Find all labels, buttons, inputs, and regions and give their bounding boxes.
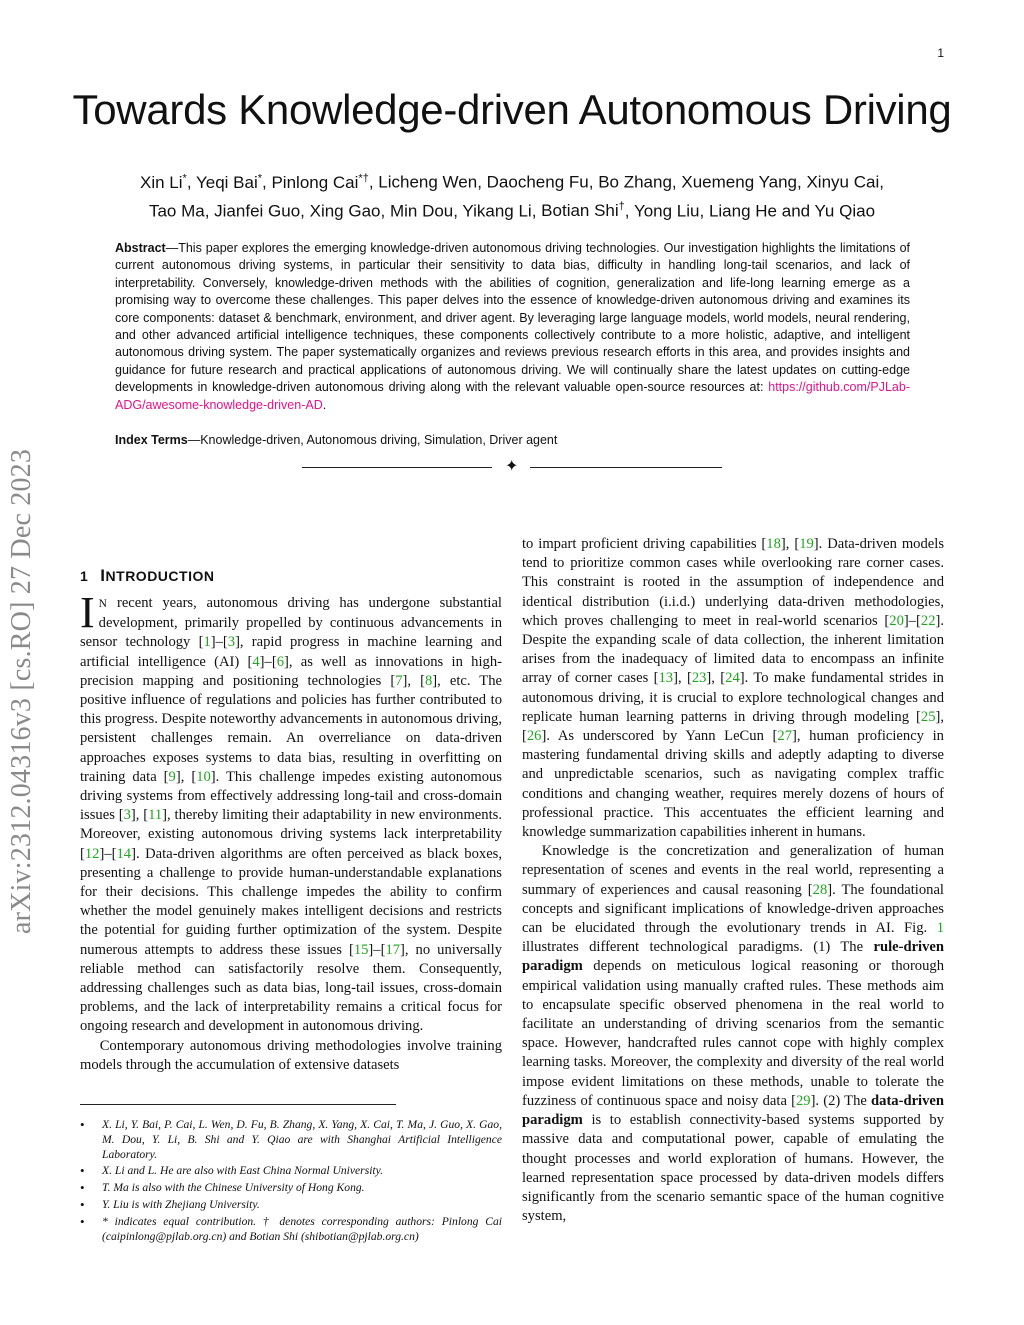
index-terms [115, 432, 910, 449]
citation-link[interactable]: 6 [276, 653, 284, 670]
section-number: 1 [80, 568, 89, 584]
intro-paragraph-1 [80, 588, 502, 1037]
abstract-label: Abstract [115, 241, 166, 255]
author-name: Bo Zhang [598, 172, 672, 192]
citation-link[interactable]: 26 [526, 728, 542, 745]
separator-line-right [530, 467, 722, 468]
author-mark: * [257, 172, 263, 184]
citation-link[interactable]: 24 [725, 670, 740, 687]
right-column [522, 535, 944, 1226]
author-mark: *† [358, 172, 369, 184]
author-list: Xin Li*, Yeqi Bai*, Pinlong Cai*†, Licheng Wen, Daocheng Fu, Bo Zhang, Xuemeng Yang, Xinyu Cai, Tao Ma, Jianfei Guo, Xing Gao, Min Dou, Yikang Li, Botian Shi†, Yong Liu, Liang He and Yu Qiao [140, 172, 884, 221]
arxiv-identifier-stamp: arXiv:2312.04316v3 [cs.RO] 27 Dec 2023 [6, 448, 37, 934]
footnote-list [80, 1118, 502, 1246]
footnote-item: • T. Ma is also with the Chinese University of Hong Kong. [80, 1181, 502, 1196]
separator-diamond-icon: ✦ [505, 458, 519, 475]
bold-term: data-driven paradigm [522, 1092, 944, 1129]
author-mark: † [618, 200, 625, 213]
citation-link[interactable]: 28 [812, 881, 828, 898]
author-name: Liang He [708, 201, 778, 221]
citation-link[interactable]: 3 [123, 807, 131, 824]
abstract-text: —This paper explores the emerging knowledge-driven autonomous driving technologies. Our investigation highlights the limitations of current autonomous driving systems, in particular their sensitivity to data bias, difficulty in handling long-tail scenarios, and lack of interpretability. Conversely, knowledge-driven methods with the abilities of cognition, generalization and life-long learning emerge as a promising way to overcome these challenges. This paper delves into the essence of knowledge-driven autonomous driving and examines its core components: dataset & benchmark, environment, and driver agent. By leveraging large language models, world models, neural rendering, and other advanced artificial intelligence techniques, these components collectively contribute to a more holistic, adaptive, and intelligent autonomous driving system. The paper systematically organizes and reviews previous research efforts in this area, and provides insights and guidance for future research and practical applications of autonomous driving. We will continually share the latest updates on cutting-edge developments in knowledge-driven autonomous driving along with the relevant valuable open-source resources at: [115, 241, 910, 395]
author-name: Yong Liu [633, 201, 700, 221]
author-name: Daocheng Fu [486, 172, 589, 192]
section-title-rest: NTRODUCTION [105, 568, 215, 584]
index-terms-text: —Knowledge-driven, Autonomous driving, Simulation, Driver agent [187, 433, 558, 447]
citation-link[interactable]: 9 [168, 768, 176, 785]
author-name: Pinlong Cai*† [271, 172, 369, 192]
citation-link[interactable]: 22 [920, 612, 936, 629]
paragraph-body: to impart proficient driving capabilities [18], [19]. Data-driven models tend to prioritize common cases while overlooking rare corner cases. This constraint is rooted in the assumption of independence and identical distribution (i.i.d.) underlying data-driven methodologies, which proves challenging to meet in real-world scenarios [20]–[22]. Despite the expanding scale of data collection, the inherent limitation arises from the inadequacy of limited data to encompass an infinite array of corner cases [13], [23], [24]. To make fundamental strides in autonomous driving, it is crucial to explore technological changes and replicate human learning patterns in driving through modeling [25], [26]. As underscored by Yann LeCun [27], human proficiency in mastering fundamental driving skills and adeptly adapting to diverse and unpredictable scenarios, such as navigating complex traffic conditions and changing weather, requires merely dozens of hours of professional practice. This accentuates the efficient learning and knowledge summarization capabilities inherent in humans. [522, 536, 944, 841]
citation-link[interactable]: 20 [889, 612, 904, 629]
paragraph-body: Contemporary autonomous driving methodologies involve training models through the accumulation of extensive datasets [80, 1037, 502, 1073]
citation-link[interactable]: 19 [799, 536, 814, 552]
footnote-rule [80, 1104, 396, 1105]
intro-paragraph-3 [522, 535, 944, 842]
author-name: Xinyu Cai [806, 172, 880, 192]
citation-link[interactable]: 27 [777, 728, 792, 745]
abstract-end: . [322, 397, 327, 412]
footnote-item: • Y. Liu is with Zhejiang University. [80, 1198, 502, 1213]
repository-link[interactable]: https://github.com/PJLab-ADG/awesome-knowledge-driven-AD [115, 380, 910, 412]
left-column [80, 588, 502, 1075]
citation-link[interactable]: 23 [691, 670, 707, 687]
citation-link[interactable]: 1 [936, 920, 944, 937]
section-separator [302, 458, 722, 478]
author-name: Jianfei Guo [214, 201, 301, 221]
citation-link[interactable]: 25 [920, 708, 936, 725]
author-name: Xing Gao [309, 201, 381, 221]
separator-line-left [302, 467, 492, 468]
footnote-item: • X. Li, Y. Bai, P. Cai, L. Wen, D. Fu, B. Zhang, X. Yang, X. Cai, T. Ma, J. Guo, X. Gao, M. Dou, Y. Li, B. Shi and Y. Qiao are with Shanghai Artificial Intelligence Laboratory. [80, 1118, 502, 1162]
abstract [115, 240, 910, 414]
citation-link[interactable]: 13 [658, 670, 674, 687]
footnote-item: • X. Li and L. He are also with East China Normal University. [80, 1164, 502, 1179]
section-title-initial: I [100, 566, 106, 585]
citation-link[interactable]: 1 [203, 634, 211, 651]
citation-link[interactable]: 3 [227, 634, 236, 651]
index-terms-label: Index Terms [115, 433, 188, 447]
citation-link[interactable]: 12 [84, 845, 100, 862]
author-mark: * [182, 172, 187, 184]
intro-paragraph-2 [80, 1037, 502, 1075]
paragraph-body: Knowledge is the concretization and generalization of human representation of scenes and events in the real world, representing a summary of experiences and causal reasoning [28]. The foundational concepts and significant implications of knowledge-driven approaches can be elucidated through the evolutionary trends in AI. Fig. 1 illustrates different technological paradigms. (1) The rule-driven paradigm depends on meticulous logical reasoning or thorough empirical validation using manually crafted rules. These methods aim to encapsulate specific observed phenomena in the real world to facilitate an understanding of driving scenarios from the semantic space. However, handcrafted rules cannot cope with highly complex learning tasks. Moreover, the complexity and diversity of the real world impose evident limitations on these methods, unable to tolerate the fuzziness of continuous space and noisy data [29]. (2) The data-driven paradigm is to establish connectivity-based systems supported by massive data and computational power, capable of emulating the thought processes and world exploration of humans. However, the learned representation space processed by data-driven models differs significantly from the scenario semantic space of the human cognitive system, [522, 843, 944, 1225]
author-name: Licheng Wen [378, 172, 478, 192]
citation-link[interactable]: 14 [116, 845, 132, 862]
author-name: Yeqi Bai* [195, 172, 263, 192]
citation-link[interactable]: 18 [766, 536, 781, 552]
citation-link[interactable]: 11 [148, 807, 163, 824]
paragraph-body: recent years, autonomous driving has undergone substantial development, primarily propelled by continuous advancements in sensor technology [1]–[3], rapid progress in machine learning and artificial intelligence (AI) [4]–[6], as well as innovations in high-precision mapping and positioning technologies [7], [8], etc. The positive influence of regulations and policies has further contributed to this progress. Despite noteworthy advancements in autonomous driving, persistent challenges remain. An overreliance on data-driven approaches exposes systems to data bias, resulting in overfitting on training data [9], [10]. This challenge impedes existing autonomous driving systems from effectively addressing long-tail and cross-domain issues [3], [11], thereby limiting their adaptability in new environments. Moreover, existing autonomous driving systems lack interpretability [12]–[14]. Data-driven algorithms are often perceived as black boxes, presenting a challenge to provide human-understandable explanations for their decisions. This challenge impedes the ability to confirm whether the model genuinely makes intelligent decisions and restricts the potential for guiding further optimization of the system. Despite numerous attempts to address these issues [15]–[17], no universally reliable method can satisfactorily resolve them. Consequently, addressing challenges such as data bias, long-tail issues, cross-domain problems, and the lack of interpretability remains a critical focus for ongoing research and development in autonomous driving. [80, 595, 502, 1035]
author-name: Xuemeng Yang [681, 172, 798, 192]
citation-link[interactable]: 7 [395, 672, 403, 689]
drop-cap-continuation: N [98, 598, 108, 610]
bold-term: rule-driven paradigm [522, 939, 944, 975]
footnote-item: • * indicates equal contribution. † denotes corresponding authors: Pinlong Cai (caipinlong@pjlab.org.cn) and Botian Shi (shibotian@pjlab.org.cn) [80, 1215, 502, 1245]
author-name: Yu Qiao [814, 201, 876, 221]
author-name: Yikang Li [462, 201, 532, 221]
section-heading-introduction [80, 566, 214, 586]
citation-link[interactable]: 4 [252, 653, 260, 670]
author-name: Tao Ma [148, 201, 205, 221]
drop-cap: I [80, 588, 95, 637]
author-name: Botian Shi† [541, 200, 625, 221]
author-name: Min Dou [389, 201, 454, 221]
paper-title: Towards Knowledge-driven Autonomous Driving [72, 86, 952, 133]
citation-link[interactable]: 8 [424, 672, 433, 689]
intro-paragraph-4 [522, 842, 944, 1226]
citation-link[interactable]: 29 [795, 1092, 811, 1109]
citation-link[interactable]: 10 [196, 768, 211, 785]
page-number: 1 [937, 46, 944, 60]
citation-link[interactable]: 17 [385, 941, 401, 958]
author-name: Xin Li* [140, 172, 187, 192]
citation-link[interactable]: 15 [353, 941, 369, 958]
